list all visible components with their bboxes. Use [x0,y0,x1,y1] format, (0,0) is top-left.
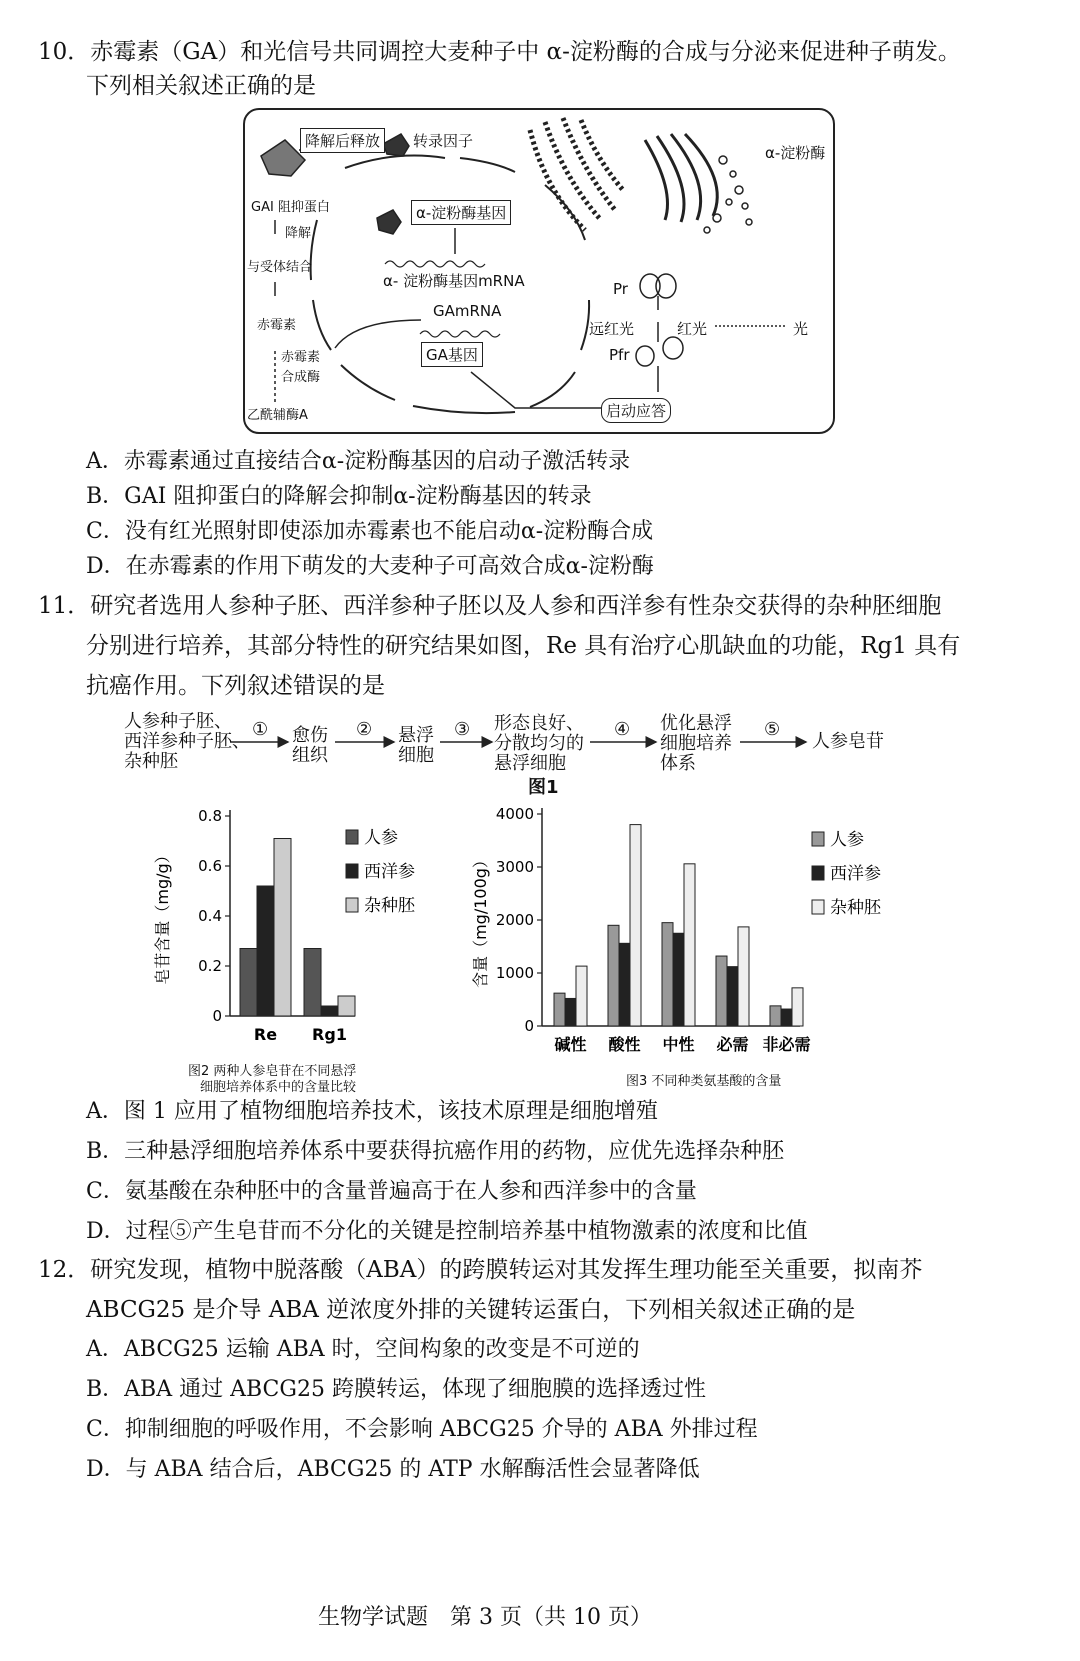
flow-good-1: 形态良好、 [494,713,584,734]
page-footer: 生物学试题 第 3 页（共 10 页） [318,1605,652,1630]
bar-Re-杂种胚 [274,839,291,1017]
y-tick-label: 0.4 [198,907,222,925]
bar-Re-西洋参 [257,886,274,1016]
q11-option-d: D．过程⑤产生皂苷而不分化的关键是控制培养基中植物激素的浓度和比值 [86,1219,808,1244]
q10-diagram-art [245,110,833,432]
x-tick-label: 必需 [716,1035,749,1054]
flow-step-1: ① [252,719,269,740]
q10-diagram [243,108,835,434]
q12-option-c: C．抑制细胞的呼吸作用，不会影响 ABCG25 介导的 ABA 外排过程 [86,1417,758,1442]
flow-good-3: 悬浮细胞 [494,753,566,774]
flow-suspension-2: 细胞 [398,745,434,766]
bar-碱性-西洋参 [565,998,576,1026]
x-tick-label: Re [253,1025,278,1044]
q12-option-b: B．ABA 通过 ABCG25 跨膜转运，体现了细胞膜的选择透过性 [86,1377,706,1402]
label-gai: GAI 阻抑蛋白 [251,200,330,215]
label-ga-enzyme-2: 合成酶 [281,370,321,385]
legend-swatch-西洋参 [346,864,358,878]
flow-step-4: ④ [614,719,631,740]
legend-swatch-西洋参 [812,866,824,880]
label-ga-mrna: GAmRNA [433,302,502,320]
q12-stem-line1: 12．研究发现，植物中脱落酸（ABA）的跨膜转运对其发挥生理功能至关重要，拟南芥 [38,1257,923,1283]
label-red: 红光 [677,320,708,338]
q12-option-a: A．ABCG25 运输 ABA 时，空间构象的改变是不可逆的 [86,1337,640,1362]
legend-swatch-杂种胚 [812,900,824,914]
flow-optimize-1: 优化悬浮 [660,713,732,734]
legend-label-杂种胚: 杂种胚 [364,896,415,916]
y-tick-label: 1000 [495,964,534,982]
x-tick-label: Rg1 [312,1025,347,1044]
box-start-response: 启动应答 [601,398,671,423]
flow-start-2: 西洋参种子胚、 [124,731,250,752]
legend-label-杂种胚: 杂种胚 [830,898,881,918]
flow-step-2: ② [356,719,373,740]
q11-stem-line1: 11．研究者选用人参种子胚、西洋参种子胚以及人参和西洋参有性杂交获得的杂种胚细胞 [38,593,942,619]
legend-label-人参: 人参 [364,828,398,848]
box-amylase-gene: α-淀粉酶基因 [411,200,511,225]
q10-option-d: D．在赤霉素的作用下萌发的大麦种子可高效合成α-淀粉酶 [86,554,654,579]
flow-step-5: ⑤ [764,719,781,740]
flow-callus-2: 组织 [292,745,328,766]
y-tick-label: 2000 [495,911,534,929]
q10-option-c: C．没有红光照射即使添加赤霉素也不能启动α-淀粉酶合成 [86,519,654,544]
label-bind-receptor: 与受体结合 [247,260,313,275]
q12-stem-line2: ABCG25 是介导 ABA 逆浓度外排的关键转运蛋白，下列相关叙述正确的是 [86,1297,856,1323]
bar-酸性-杂种胚 [630,825,641,1026]
flow-good-2: 分散均匀的 [494,733,584,754]
bar-碱性-杂种胚 [576,966,587,1026]
bar-必需-人参 [716,956,727,1026]
bar-非必需-杂种胚 [792,988,803,1026]
label-far-red: 远红光 [589,320,635,338]
y-axis-label: 皂苷含量（mg/g） [153,847,172,985]
legend-swatch-人参 [812,832,824,846]
bar-必需-杂种胚 [738,927,749,1026]
box-ga-gene: GA基因 [421,342,483,367]
x-tick-label: 碱性 [554,1035,587,1054]
legend-label-西洋参: 西洋参 [830,864,881,884]
bar-碱性-人参 [554,993,565,1026]
bar-Rg1-人参 [304,949,321,1017]
flow-start-1: 人参种子胚、 [124,711,232,732]
flow-suspension-1: 悬浮 [398,725,434,746]
bar-酸性-人参 [608,925,619,1026]
legend-label-西洋参: 西洋参 [364,862,415,882]
label-pr: Pr [613,280,628,298]
bar-非必需-人参 [770,1006,781,1026]
label-acetyl-coa: 乙酰辅酶A [247,408,308,423]
q11-figure1-flow [120,712,920,802]
figure1-label: 图1 [528,777,559,798]
bar-中性-人参 [662,923,673,1026]
label-transcription-factor: 转录因子 [413,132,474,150]
y-tick-label: 0 [524,1017,534,1035]
y-tick-label: 4000 [495,805,534,823]
figure2-chart [140,800,450,1100]
label-ga-enzyme-1: 赤霉素 [281,350,321,365]
q11-stem-line3: 抗癌作用。下列叙述错误的是 [86,673,385,699]
y-axis-label: 含量（mg/100g） [471,852,490,988]
flow-start-3: 杂种胚 [124,751,178,772]
q12-option-d: D．与 ABA 结合后，ABCG25 的 ATP 水解酶活性会显著降低 [86,1457,700,1482]
bar-非必需-西洋参 [781,1009,792,1026]
y-tick-label: 3000 [495,858,534,876]
q11-option-b: B．三种悬浮细胞培养体系中要获得抗癌作用的药物，应优先选择杂种胚 [86,1139,785,1164]
flow-callus-1: 愈伤 [292,725,328,746]
y-tick-label: 0 [212,1007,222,1025]
x-tick-label: 非必需 [762,1035,811,1054]
x-tick-label: 酸性 [608,1035,641,1054]
label-degrade: 降解 [285,226,312,241]
figure3-caption: 图3 不同种类氨基酸的含量 [626,1074,782,1089]
bar-Rg1-杂种胚 [338,996,355,1016]
q10-stem-line2: 下列相关叙述正确的是 [86,73,316,99]
q11-stem-line2: 分别进行培养，其部分特性的研究结果如图，Re 具有治疗心肌缺血的功能，Rg1 具有 [86,633,961,659]
legend-label-人参: 人参 [830,830,864,850]
bar-中性-西洋参 [673,933,684,1026]
label-amylase-mrna: α- 淀粉酶基因mRNA [383,272,525,290]
q11-option-a: A．图 1 应用了植物细胞培养技术，该技术原理是细胞增殖 [86,1099,658,1124]
legend-swatch-杂种胚 [346,898,358,912]
label-ga: 赤霉素 [257,318,297,333]
figure2-caption-2: 细胞培养体系中的含量比较 [200,1080,357,1095]
bar-中性-杂种胚 [684,864,695,1026]
flow-optimize-2: 细胞培养 [660,733,732,754]
label-alpha-amylase: α-淀粉酶 [765,144,826,162]
q10-option-b: B．GAI 阻抑蛋白的降解会抑制α-淀粉酶基因的转录 [86,484,592,509]
label-pfr: Pfr [609,346,630,364]
bar-必需-西洋参 [727,967,738,1026]
figure3-chart [470,800,910,1090]
bar-酸性-西洋参 [619,943,630,1026]
y-tick-label: 0.6 [198,857,222,875]
bar-Re-人参 [240,949,257,1017]
y-tick-label: 0.2 [198,957,222,975]
flow-step-3: ③ [454,719,471,740]
bar-Rg1-西洋参 [321,1006,338,1016]
q11-option-c: C．氨基酸在杂种胚中的含量普遍高于在人参和西洋参中的含量 [86,1179,697,1204]
flow-optimize-3: 体系 [660,753,696,774]
y-tick-label: 0.8 [198,807,222,825]
q10-option-a: A．赤霉素通过直接结合α-淀粉酶基因的启动子激活转录 [86,449,631,474]
label-release: 降解后释放 [300,128,385,153]
legend-swatch-人参 [346,830,358,844]
flow-end-ginsenoside: 人参皂苷 [812,731,884,752]
label-light: 光 [793,320,809,338]
q10-stem-line1: 10．赤霉素（GA）和光信号共同调控大麦种子中 α-淀粉酶的合成与分泌来促进种子萌发。 [38,39,961,65]
x-tick-label: 中性 [662,1035,695,1054]
figure2-caption-1: 图2 两种人参皂苷在不同悬浮 [188,1064,357,1079]
